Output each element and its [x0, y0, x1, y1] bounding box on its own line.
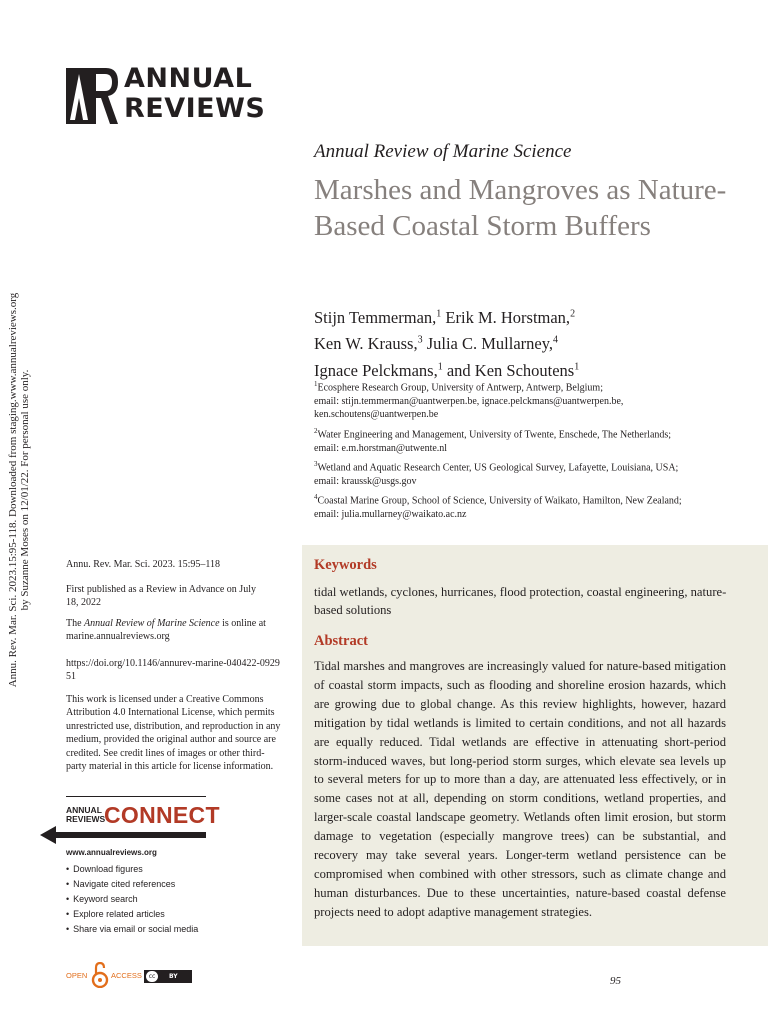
- side-note-line-2: by Suzanne Moses on 12/01/22. For personal use only.: [19, 369, 31, 611]
- page-number: 95: [610, 975, 621, 987]
- open-access-lock-icon: [91, 962, 109, 988]
- list-item: • Share via email or social media: [66, 922, 198, 937]
- list-item: • Navigate cited references: [66, 877, 198, 892]
- citation: Annu. Rev. Mar. Sci. 2023. 15:95–118: [66, 559, 220, 570]
- connect-feature-list: [66, 862, 198, 937]
- logo-line-1: ANNUAL: [124, 63, 253, 94]
- online-note: The Annual Review of Marine Science is online at marine.annualreviews.org: [66, 618, 266, 643]
- by-label: BY: [169, 973, 178, 980]
- connect-divider: [66, 796, 206, 797]
- logo-line-2: REVIEWS: [124, 93, 266, 124]
- annual-reviews-logo[interactable]: [124, 64, 265, 124]
- affiliation: $^4$Coastal Marine Group, School of Science, University of Waikato, Hamilton, New Zealand; email: julia.mullarney@waikato.ac.nz: [314, 493, 682, 521]
- cc-by-license-icon[interactable]: [144, 970, 192, 983]
- affiliation-email[interactable]: email: stijn.temmerman@uantwerpen.be, ignace.pelckmans@uantwerpen.be, ken.schoutens@uantwerpen.be: [314, 395, 624, 421]
- affiliation-email[interactable]: email: e.m.horstman@utwente.nl: [314, 442, 448, 454]
- connect-title: CONNECT: [104, 802, 220, 828]
- affiliations: [314, 378, 734, 525]
- list-item: • Keyword search: [66, 892, 198, 907]
- author: Ignace Pelckmans,$^1$: [314, 360, 443, 380]
- list-item: • Explore related articles: [66, 907, 198, 922]
- keywords-text: tidal wetlands, cyclones, hurricanes, flood protection, coastal engineering, nature-based solutions: [314, 585, 727, 617]
- author-list: [314, 302, 734, 382]
- abstract-heading: Abstract: [314, 633, 368, 649]
- author: and Ken Schoutens$^1$: [446, 360, 580, 380]
- affiliation-email[interactable]: email: julia.mullarney@waikato.ac.nz: [314, 509, 467, 521]
- open-access-badge: [66, 962, 206, 990]
- doi-link[interactable]: https://doi.org/10.1146/annurev-marine-040422-092951: [66, 658, 280, 683]
- keywords-heading: Keywords: [314, 557, 377, 573]
- left-arrow-icon: [40, 826, 206, 844]
- author: Erik M. Horstman,$^2$: [445, 307, 576, 327]
- affiliation: $^3$Wetland and Aquatic Research Center, US Geological Survey, Lafayette, Louisiana, USA; email: kraussk@usgs.gov: [314, 460, 679, 487]
- journal-name: Annual Review of Marine Science: [314, 141, 572, 162]
- license-text: This work is licensed under a Creative Commons Attribution 4.0 International License, which permits unrestricted use, distribution, and reproduction in any medium, provided the original author and source are credited. See credit lines of images or other third-party material in this article for license information.: [66, 694, 281, 773]
- access-label: ACCESS: [111, 971, 142, 980]
- affiliation: $^2$Water Engineering and Management, University of Twente, Enschede, The Netherlands; email: e.m.horstman@utwente.nl: [314, 426, 672, 454]
- side-note-line-1: Annu. Rev. Mar. Sci. 2023.15:95-118. Downloaded from staging.www.annualreviews.org: [7, 292, 19, 688]
- cc-icon: cc: [146, 971, 158, 982]
- side-download-note: [0, 0, 40, 1024]
- open-label: OPEN: [66, 971, 88, 980]
- first-published: First published as a Review in Advance on July 18, 2022: [66, 584, 256, 609]
- article-title: Marshes and Mangroves as Nature-Based Coastal Storm Buffers: [314, 174, 727, 242]
- author: Julia C. Mullarney,$^4$: [426, 334, 559, 353]
- connect-logo-small: ANNUAL REVIEWS: [66, 805, 106, 824]
- annual-reviews-connect[interactable]: [40, 796, 220, 946]
- affiliation-email[interactable]: email: kraussk@usgs.gov: [314, 475, 417, 487]
- author: Stijn Temmerman,$^1$: [314, 307, 442, 327]
- author: Ken W. Krauss,$^3$: [314, 334, 423, 353]
- connect-url[interactable]: www.annualreviews.org: [66, 848, 157, 857]
- affiliation: $^1$Ecosphere Research Group, University of Antwerp, Antwerp, Belgium; email: stijn.temmerman@uantwerpen.be, ignace.pelckmans@uantwerpen.be, ken.schoutens@uantwerpen.be: [314, 380, 624, 421]
- annual-reviews-logo-mark: [66, 68, 118, 124]
- journal-name-inline: Annual Review of Marine Science: [84, 618, 220, 629]
- list-item: • Download figures: [66, 862, 198, 877]
- abstract-text: Tidal marshes and mangroves are increasingly valued for nature-based mitigation of coastal storm impacts, such as flooding and shoreline erosion hazards, which are growing due to global change. As this review highlights, however, hazard mitigation by tidal wetlands is limited to certain conditions, and not all hazards are equally reduced. Tidal wetlands are effective in attenuating short-period storm-induced waves, but long-period storm surges, which elevate sea levels up to several meters for up to more than a day, are attenuated less effectively, or in some cases not at all, depending on storm conditions, wetland properties, and larger-scale coastal landscape geometry. Wetlands often limit erosion, but storm damage to vegetation (especially mangrove trees) can be substantial, and recovery may take several years. Longer-term wetland persistence can be compromised when combined with other stressors, such as climate change and human disturbances. Due to these uncertainties, nature-based coastal defense projects need to adopt adaptive management strategies.: [314, 659, 726, 919]
